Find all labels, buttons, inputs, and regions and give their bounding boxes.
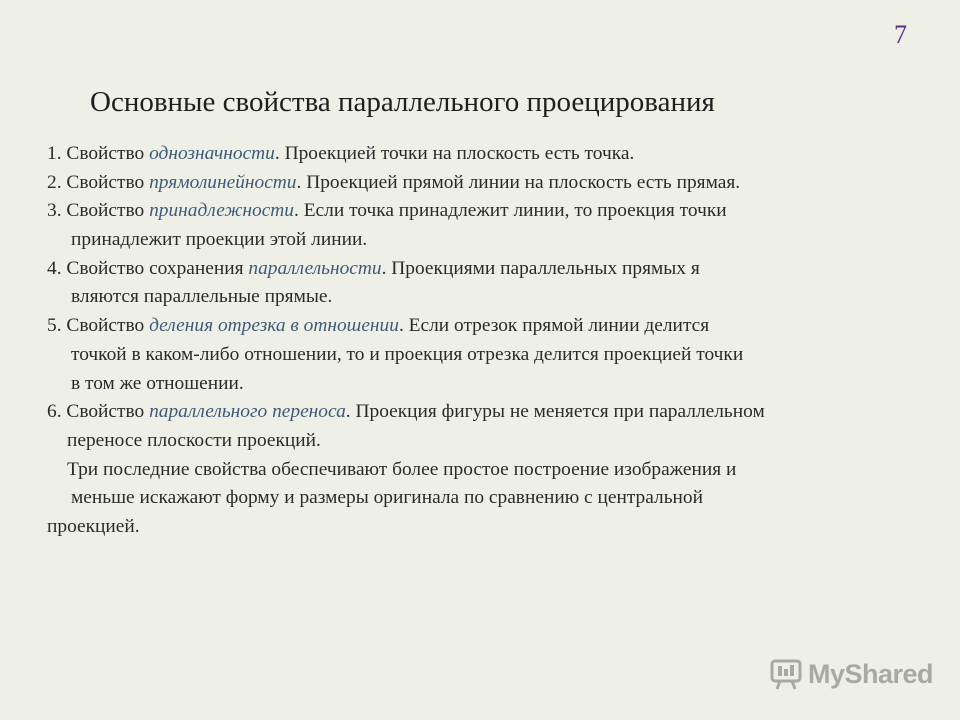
text-run: . Если отрезок прямой линии делится: [398, 315, 710, 337]
text-run: . Проекцией прямой линии на плоскость есть прямая.: [296, 171, 741, 193]
summary-line-2: меньше искажают форму и размеры оригинала по сравнению с центральной: [71, 487, 703, 509]
summary-line-1: Три последние свойства обеспечивают более простое построение изображения и: [67, 458, 737, 480]
summary-line-3: проекцией.: [47, 515, 140, 537]
property-4-line-1: [47, 255, 942, 284]
property-5: [47, 312, 942, 398]
property-5-line-3: в том же отношении.: [71, 372, 244, 394]
text-run: 2. Свойство: [47, 171, 150, 193]
watermark-text: MyShared: [808, 658, 934, 689]
property-5-term: деления отрезка в отношении: [149, 315, 399, 337]
property-5-line-2: точкой в каком-либо отношении, то и проекция отрезка делится проекцией точки: [71, 343, 744, 365]
text-run: . Проекциями параллельных прямых я: [381, 257, 700, 279]
property-3-line-2: принадлежит проекции этой линии.: [71, 229, 368, 251]
slide-page-number: 7: [894, 20, 907, 49]
text-run: 6. Свойство: [47, 401, 150, 423]
property-6-line-2: переносе плоскости проекций.: [67, 429, 321, 451]
watermark: [768, 656, 933, 692]
slide-title: Основные свойства параллельного проецирования: [90, 86, 715, 118]
property-3-line-1: [47, 197, 942, 226]
property-2-term: прямолинейности: [149, 171, 297, 193]
property-1-term: однозначности: [149, 143, 275, 164]
slide-body: [47, 140, 942, 542]
text-run: 3. Свойство: [47, 200, 150, 222]
summary-paragraph: [47, 456, 942, 542]
property-2: [47, 169, 942, 198]
property-2-line-1: [47, 169, 942, 198]
text-run: . Проекция фигуры не меняется при параллельном: [345, 401, 765, 423]
text-run: . Проекцией точки на плоскость есть точка.: [274, 143, 635, 164]
property-3-term: принадлежности: [149, 200, 295, 222]
property-1-line-1: [47, 140, 942, 169]
property-1: [47, 140, 942, 169]
property-6-term: параллельного переноса: [149, 401, 346, 423]
property-4-term: параллельности: [248, 257, 382, 279]
property-5-line-1: [47, 312, 942, 341]
text-run: 5. Свойство: [47, 315, 150, 337]
property-6-line-1: [47, 398, 942, 427]
property-4-line-2: вляются параллельные прямые.: [71, 286, 333, 308]
property-6: [47, 398, 942, 455]
text-run: 4. Свойство сохранения: [47, 257, 249, 279]
myshared-logo-icon: [768, 656, 804, 692]
text-run: . Если точка принадлежит линии, то проекция точки: [294, 200, 727, 222]
property-4: [47, 255, 942, 312]
property-3: [47, 197, 942, 254]
text-run: 1. Свойство: [47, 143, 150, 164]
